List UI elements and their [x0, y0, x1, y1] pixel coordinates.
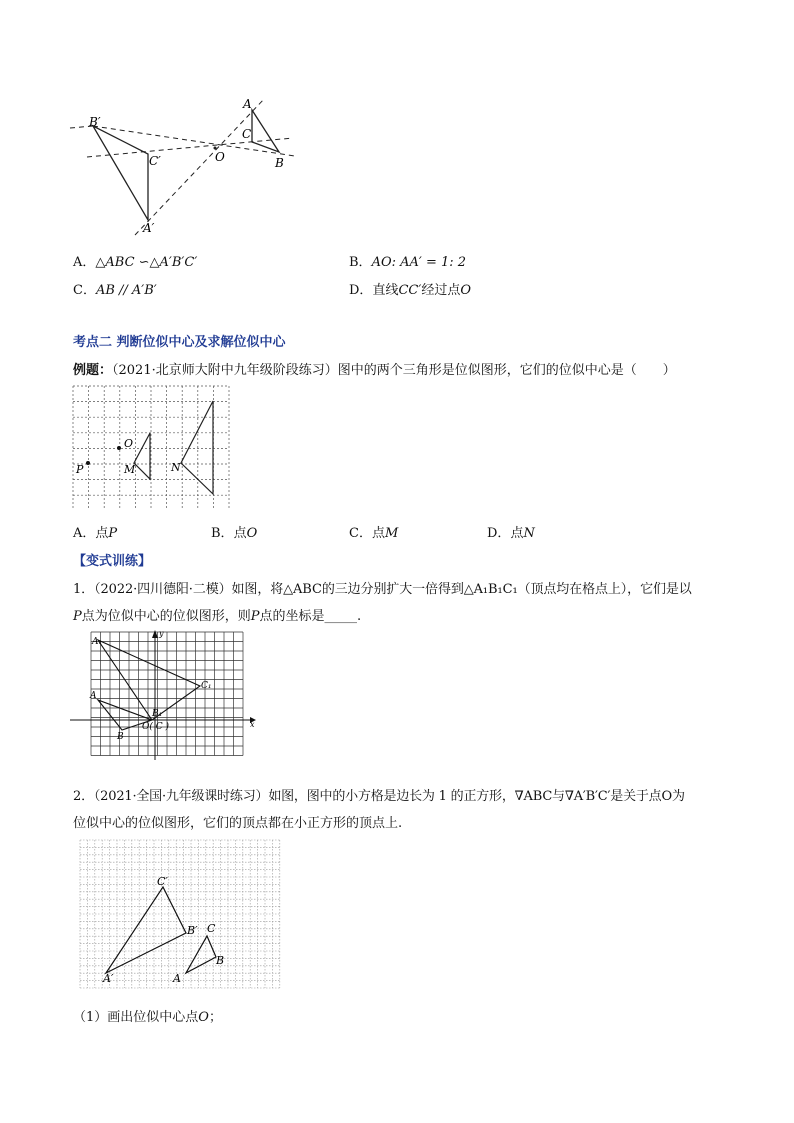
q1-line2-end: 点的坐标是_____.	[259, 609, 362, 624]
q1-var-p: P	[73, 609, 82, 624]
q2-part1-end: ；	[208, 1010, 222, 1025]
option-b	[349, 251, 466, 270]
dash-line-cc	[87, 138, 293, 157]
label-c-prime: C′	[149, 154, 161, 168]
option-d-post: 经过点	[421, 283, 461, 298]
q1-line1: 1．（2022·四川德阳·二模）如图，将△ABC的三边分别扩大一倍得到△A₁B₁C₁（顶点均在格点上），它们是以	[73, 582, 692, 597]
ex-option-a-var: P	[108, 526, 118, 541]
label-o: O	[215, 150, 225, 164]
label-b-prime4: B′	[187, 924, 198, 937]
ex-option-a	[73, 522, 117, 541]
label-c-prime4: C′	[157, 875, 168, 888]
ex-option-c-pre: 点	[371, 526, 385, 541]
label-a4: A	[173, 972, 181, 985]
q2-line1: 2．（2021·全国·九年级课时练习）如图，图中的小方格是边长为 1 的正方形，∇ABC与∇A′B′C′是关于点O为	[73, 789, 685, 804]
label-c1: C₁	[201, 681, 212, 691]
option-a-letter: A．	[73, 255, 96, 270]
option-c	[73, 279, 157, 298]
figure-homothety-triangles	[65, 90, 310, 240]
option-d-mid: CC′	[398, 283, 422, 298]
triangle-large-n	[181, 401, 213, 494]
label-a-prime: A′	[143, 221, 155, 235]
label-p: P	[76, 463, 84, 476]
q2-line2: 位似中心的位似图形，它们的顶点都在小正方形的顶点上.	[73, 816, 403, 831]
q2-part1-var: O	[198, 1010, 209, 1025]
option-a-text: △ABC ∽△A′B′C′	[95, 255, 198, 270]
label-a3: A	[90, 691, 97, 701]
triangle-small-m	[134, 433, 150, 479]
triangle-large-prime	[106, 887, 186, 973]
ex-option-b-pre: 点	[233, 526, 247, 541]
label-n: N	[171, 461, 181, 474]
ex-option-c-letter: C．	[349, 526, 372, 541]
ex-option-c-var: M	[384, 526, 399, 541]
label-o-c: O( C )	[142, 722, 170, 732]
label-m: M	[124, 463, 136, 476]
triangle-small	[252, 110, 279, 152]
variant-heading: 【变式训练】	[73, 554, 152, 569]
example-text: （2021·北京师大附中九年级阶段练习）图中的两个三角形是位似图形，它们的位似中心是（ ）	[112, 363, 676, 378]
figure-grid-similar-triangles	[72, 385, 230, 510]
label-c: C	[242, 127, 252, 141]
label-b: B	[275, 156, 284, 170]
label-b4: B	[216, 954, 225, 967]
triangle-large	[93, 126, 148, 220]
ex-option-d	[487, 522, 535, 541]
label-b1: B₁	[152, 709, 163, 719]
q2-part1	[73, 1006, 222, 1025]
option-b-text: AO: AA′ = 1: 2	[371, 255, 467, 270]
point-o2	[117, 446, 121, 450]
ex-option-b	[211, 522, 257, 541]
ex-option-d-var: N	[523, 526, 535, 541]
label-a-prime4: A′	[103, 972, 114, 985]
label-a1: A₁	[92, 637, 103, 647]
triangle-small-abc	[186, 936, 216, 973]
q2-part1-text: （1）画出位似中心点	[73, 1010, 199, 1025]
option-d	[349, 279, 471, 298]
option-c-text: AB // A′B′	[95, 283, 157, 298]
label-b-prime: B′	[89, 115, 101, 129]
ex-option-d-letter: D．	[487, 526, 511, 541]
section-heading: 考点二 判断位似中心及求解位似中心	[73, 335, 286, 350]
label-b3: B	[117, 732, 124, 742]
q1-var-p2: P	[250, 609, 260, 624]
ex-option-b-var: O	[246, 526, 258, 541]
label-x: x	[250, 720, 255, 729]
label-y: y	[159, 629, 164, 638]
q1-line2	[73, 605, 361, 624]
label-a: A	[243, 97, 252, 111]
option-c-letter: C．	[73, 283, 96, 298]
example-label: 例题：	[73, 363, 113, 378]
y-axis-arrow	[152, 630, 158, 638]
figure-dotted-grid	[79, 839, 281, 991]
label-c4: C	[207, 922, 216, 935]
option-a	[73, 251, 197, 270]
option-b-letter: B．	[349, 255, 372, 270]
ex-option-a-pre: 点	[95, 526, 109, 541]
point-p	[86, 461, 90, 465]
ex-option-c	[349, 522, 398, 541]
example-paragraph	[73, 359, 676, 378]
ex-option-a-letter: A．	[73, 526, 96, 541]
label-o2: O	[124, 437, 134, 450]
option-d-letter: D．	[349, 283, 373, 298]
option-d-pre: 直线	[372, 283, 399, 298]
option-d-end: O	[460, 283, 471, 298]
ex-option-d-pre: 点	[510, 526, 524, 541]
q1-line2-text: 点为位似中心的位似图形，则	[81, 609, 251, 624]
ex-option-b-letter: B．	[211, 526, 234, 541]
figure-coordinate-grid	[70, 628, 260, 763]
